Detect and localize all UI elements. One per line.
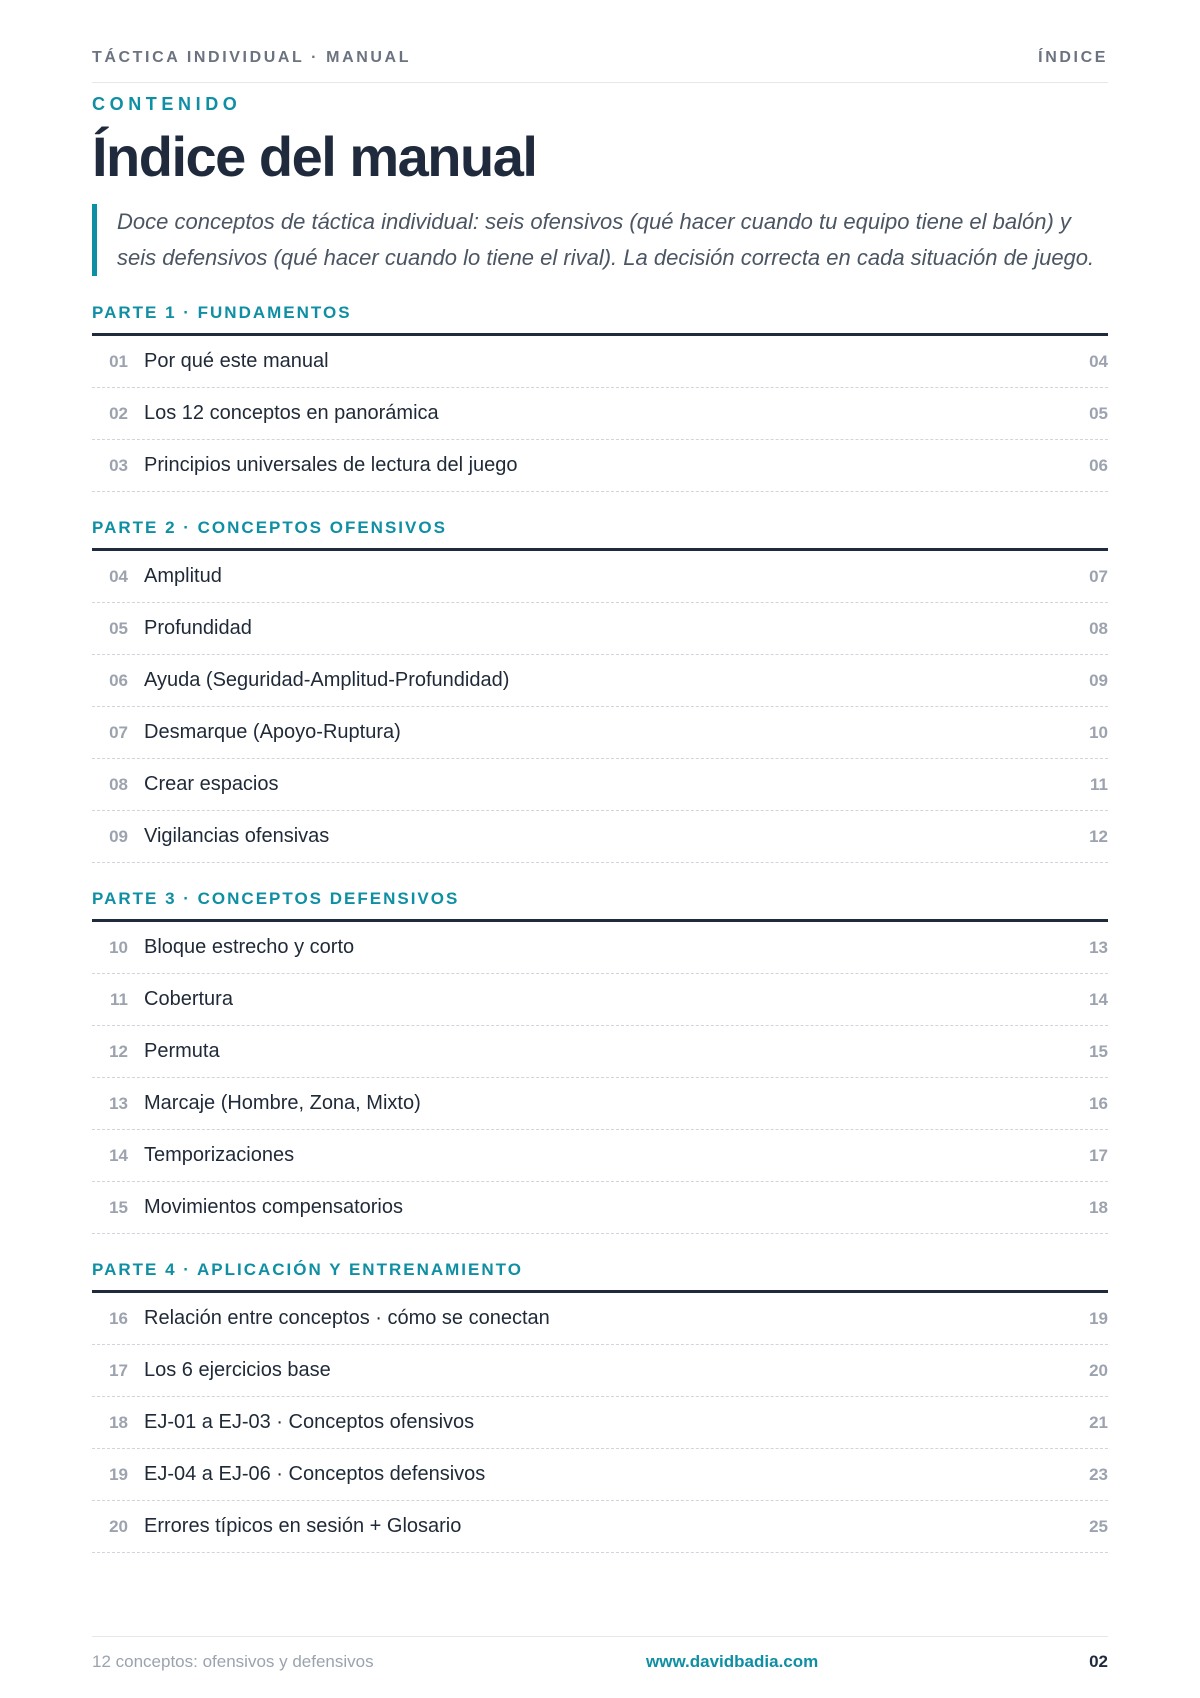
entry-number: 04 xyxy=(109,566,128,586)
section-eyebrow: CONTENIDO xyxy=(92,94,242,114)
entry-number: 16 xyxy=(109,1308,128,1328)
entry-page-number: 15 xyxy=(1089,1041,1108,1061)
entry-number: 08 xyxy=(109,774,128,794)
part-spacer xyxy=(92,492,1108,513)
entry-title: Bloque estrecho y corto xyxy=(144,936,355,958)
entry-number: 03 xyxy=(109,455,128,475)
toc-entry[interactable] xyxy=(92,922,1108,974)
running-header-left: TÁCTICA INDIVIDUAL · MANUAL xyxy=(92,49,412,66)
entry-title: Crear espacios xyxy=(144,773,279,795)
entry-title: Errores típicos en sesión + Glosario xyxy=(144,1515,462,1537)
footer-divider xyxy=(92,1636,1108,1637)
entry-title: Los 6 ejercicios base xyxy=(144,1359,331,1381)
entry-title: Profundidad xyxy=(144,617,252,639)
part-spacer xyxy=(92,863,1108,884)
part-heading: PARTE 1 · FUNDAMENTOS xyxy=(92,298,1108,336)
entry-page-number: 21 xyxy=(1089,1412,1108,1432)
page-number: 02 xyxy=(1089,1652,1108,1671)
entry-page-number: 10 xyxy=(1089,722,1108,742)
entry-number: 01 xyxy=(109,351,128,371)
entry-number: 10 xyxy=(109,937,128,957)
toc-entry[interactable] xyxy=(92,336,1108,388)
toc-entry[interactable] xyxy=(92,1026,1108,1078)
entry-page-number: 17 xyxy=(1089,1145,1108,1165)
toc-entry[interactable] xyxy=(92,811,1108,863)
footer-website-link[interactable]: www.davidbadia.com xyxy=(646,1652,819,1671)
entry-number: 11 xyxy=(110,989,128,1009)
entry-title: Relación entre conceptos · cómo se conectan xyxy=(144,1307,550,1329)
entry-number: 15 xyxy=(109,1197,128,1217)
entry-number: 13 xyxy=(109,1093,128,1113)
entry-title: Desmarque (Apoyo-Ruptura) xyxy=(144,721,401,743)
entry-title: Principios universales de lectura del juego xyxy=(144,454,518,476)
running-header-right: ÍNDICE xyxy=(1038,49,1108,66)
entry-page-number: 19 xyxy=(1089,1308,1108,1328)
part-heading: PARTE 3 · CONCEPTOS DEFENSIVOS xyxy=(92,884,1108,922)
page-footer xyxy=(92,1652,1108,1676)
entry-page-number: 04 xyxy=(1089,351,1108,371)
entry-number: 05 xyxy=(109,618,128,638)
toc-entry[interactable] xyxy=(92,440,1108,492)
entry-number: 09 xyxy=(109,826,128,846)
entry-number: 02 xyxy=(109,403,128,423)
toc-entry[interactable] xyxy=(92,551,1108,603)
toc-entry[interactable] xyxy=(92,1078,1108,1130)
header-divider xyxy=(92,82,1108,83)
toc-entry[interactable] xyxy=(92,707,1108,759)
entry-title: Amplitud xyxy=(144,565,222,587)
entry-number: 17 xyxy=(109,1360,128,1380)
entry-page-number: 06 xyxy=(1089,455,1108,475)
entry-title: Los 12 conceptos en panorámica xyxy=(144,402,439,424)
toc-entry[interactable] xyxy=(92,655,1108,707)
toc-entry[interactable] xyxy=(92,1182,1108,1234)
entry-number: 18 xyxy=(109,1412,128,1432)
entry-page-number: 20 xyxy=(1089,1360,1108,1380)
entry-title: Ayuda (Seguridad-Amplitud-Profundidad) xyxy=(144,669,510,691)
entry-number: 12 xyxy=(109,1041,128,1061)
toc-entry[interactable] xyxy=(92,1501,1108,1553)
toc-entry[interactable] xyxy=(92,603,1108,655)
entry-title: Movimientos compensatorios xyxy=(144,1196,403,1218)
entry-page-number: 08 xyxy=(1089,618,1108,638)
part-spacer xyxy=(92,1234,1108,1255)
page xyxy=(92,0,1108,1698)
entry-page-number: 25 xyxy=(1089,1516,1108,1536)
entry-number: 20 xyxy=(109,1516,128,1536)
entry-title: Vigilancias ofensivas xyxy=(144,825,330,847)
toc-entry[interactable] xyxy=(92,974,1108,1026)
part-heading: PARTE 4 · APLICACIÓN Y ENTRENAMIENTO xyxy=(92,1255,1108,1293)
entry-page-number: 13 xyxy=(1089,937,1108,957)
toc-entry[interactable] xyxy=(92,1130,1108,1182)
toc-entry[interactable] xyxy=(92,1397,1108,1449)
toc-entry[interactable] xyxy=(92,1449,1108,1501)
entry-number: 19 xyxy=(109,1464,128,1484)
entry-title: Permuta xyxy=(144,1040,220,1062)
table-of-contents xyxy=(92,298,1108,1553)
entry-title: Temporizaciones xyxy=(144,1144,295,1166)
footer-caption: 12 conceptos: ofensivos y defensivos xyxy=(92,1652,374,1671)
entry-page-number: 23 xyxy=(1089,1464,1108,1484)
intro-text: Doce conceptos de táctica individual: seis ofensivos (qué hacer cuando tu equipo tiene el balón) y seis defensivos (qué hacer cuando lo tiene el rival). La decisión correcta en cada situación de juego. xyxy=(117,209,1095,270)
entry-page-number: 14 xyxy=(1089,989,1108,1009)
entry-number: 14 xyxy=(109,1145,128,1165)
entry-title: EJ-04 a EJ-06 · Conceptos defensivos xyxy=(144,1463,486,1485)
toc-entry[interactable] xyxy=(92,388,1108,440)
entry-title: Por qué este manual xyxy=(144,350,329,372)
entry-title: EJ-01 a EJ-03 · Conceptos ofensivos xyxy=(144,1411,475,1433)
entry-page-number: 11 xyxy=(1090,774,1108,794)
toc-entry[interactable] xyxy=(92,1345,1108,1397)
entry-page-number: 12 xyxy=(1089,826,1108,846)
entry-title: Marcaje (Hombre, Zona, Mixto) xyxy=(144,1092,421,1114)
entry-number: 07 xyxy=(109,722,128,742)
entry-title: Cobertura xyxy=(144,988,233,1010)
entry-page-number: 07 xyxy=(1089,566,1108,586)
entry-page-number: 05 xyxy=(1089,403,1108,423)
intro-quote xyxy=(92,204,1108,276)
entry-page-number: 09 xyxy=(1089,670,1108,690)
toc-entry[interactable] xyxy=(92,1293,1108,1345)
entry-number: 06 xyxy=(109,670,128,690)
running-header xyxy=(92,49,1108,67)
entry-page-number: 18 xyxy=(1089,1197,1108,1217)
page-title: Índice del manual xyxy=(92,125,537,188)
entry-page-number: 16 xyxy=(1089,1093,1108,1113)
toc-entry[interactable] xyxy=(92,759,1108,811)
part-heading: PARTE 2 · CONCEPTOS OFENSIVOS xyxy=(92,513,1108,551)
